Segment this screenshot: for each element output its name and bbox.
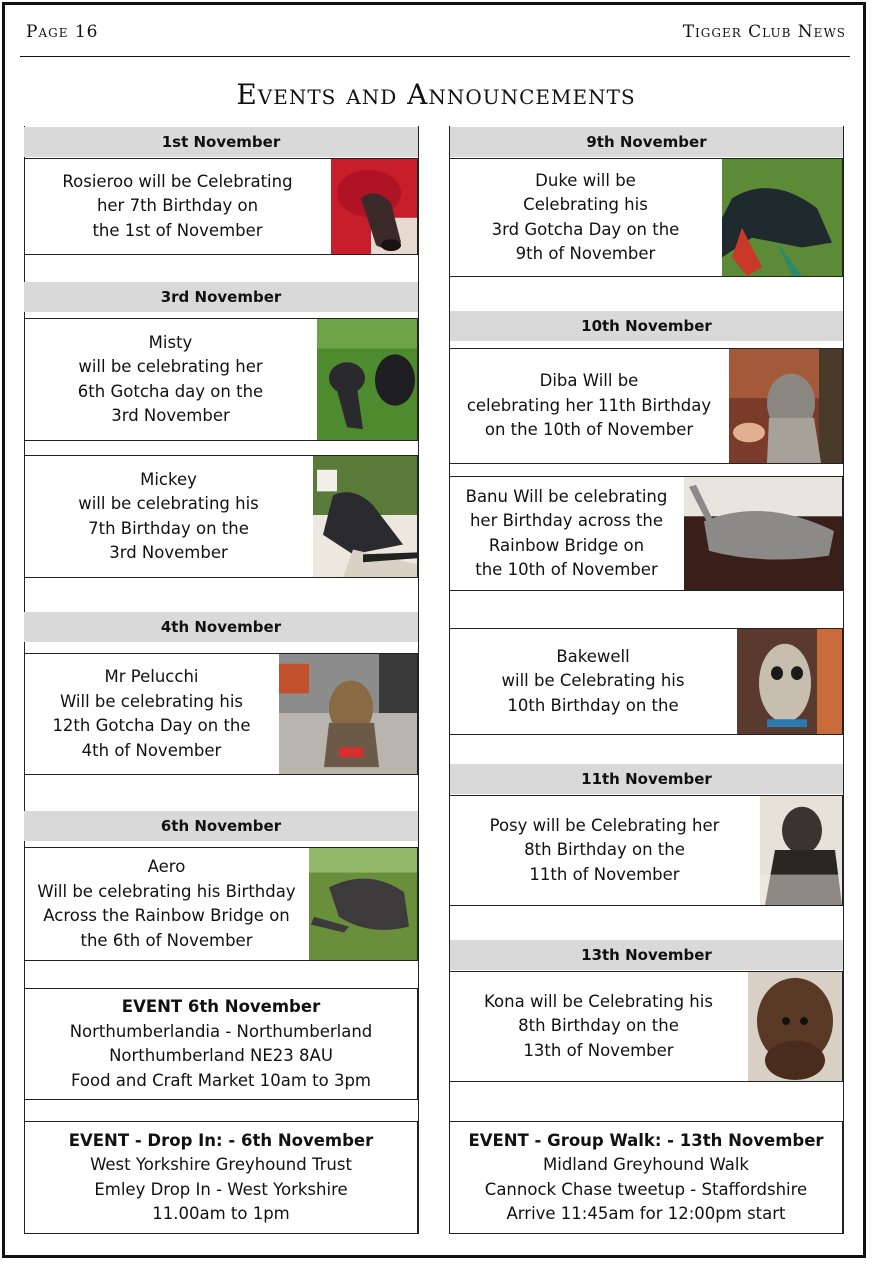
- announcement-text: Aero Will be celebrating his Birthday Across the Rainbow Bridge on the 6th of November: [37, 857, 296, 950]
- date-header-13th-november: 13th November: [450, 940, 843, 970]
- event-text: EVENT - Drop In: - 6th November West Yorkshire Greyhound Trust Emley Drop In - West Yorkshire 11.00am to 1pm: [25, 1122, 417, 1233]
- announcement-mickey: [24, 455, 418, 578]
- announcement-text: Misty will be celebrating her 6th Gotcha day on the 3rd November: [77, 332, 264, 425]
- event-northumberlandia: [24, 988, 418, 1100]
- announcement-duke: [449, 158, 843, 277]
- bakewell-dog-photo: [737, 629, 842, 734]
- date-header-1st-november: 1st November: [24, 127, 418, 157]
- announcement-posy: [449, 795, 843, 906]
- date-header-3rd-november: 3rd November: [24, 282, 418, 312]
- announcement-text: Rosieroo will be Celebrating her 7th Birthday on the 1st of November: [62, 171, 293, 240]
- event-group-walk: [449, 1121, 843, 1234]
- announcement-kona: [449, 971, 843, 1082]
- announcement-text: Bakewell will be Celebrating his 10th Birthday on the: [501, 646, 685, 715]
- event-heading: EVENT 6th November: [121, 997, 321, 1016]
- header-divider: [20, 56, 850, 57]
- rosieroo-dog-photo: [331, 159, 417, 254]
- announcement-misty: [24, 318, 418, 441]
- announcement-aero: [24, 847, 418, 961]
- announcement-rosieroo: [24, 158, 418, 255]
- announcement-text: Banu Will be celebrating her Birthday across the Rainbow Bridge on the 10th of November: [465, 486, 668, 579]
- announcement-text: Mickey will be celebrating his 7th Birthday on the 3rd November: [78, 469, 259, 562]
- announcement-banu: [449, 476, 843, 591]
- page-title: Events and Announcements: [236, 78, 636, 111]
- diba-dog-photo: [729, 349, 842, 463]
- page-number: Page 16: [26, 22, 99, 42]
- announcement-text: Duke will be Celebrating his 3rd Gotcha Day on the 9th of November: [491, 170, 680, 263]
- mickey-dog-photo: [313, 456, 417, 577]
- event-text: EVENT 6th November Northumberlandia - Northumberland Northumberland NE23 8AU Food and Craft Market 10am to 3pm: [25, 989, 417, 1099]
- duke-dog-photo: [722, 159, 842, 276]
- right-column-edge-right: [843, 126, 844, 1234]
- mr-pelucchi-dog-photo: [279, 654, 417, 774]
- event-drop-in: [24, 1121, 418, 1234]
- announcement-text: Kona will be Celebrating his 8th Birthday on the 13th of November: [484, 991, 713, 1060]
- date-header-4th-november: 4th November: [24, 612, 418, 642]
- event-text: EVENT - Group Walk: - 13th November Midland Greyhound Walk Cannock Chase tweetup - Staffordshire Arrive 11:45am for 12:00pm start: [450, 1122, 842, 1233]
- date-header-6th-november: 6th November: [24, 811, 418, 841]
- announcement-text: Diba Will be celebrating her 11th Birthday on the 10th of November: [466, 371, 712, 440]
- announcement-bakewell: [449, 628, 843, 735]
- misty-dog-photo: [317, 319, 417, 440]
- date-header-10th-november: 10th November: [450, 311, 843, 341]
- left-column-edge-right: [418, 126, 419, 1234]
- posy-dog-photo: [760, 796, 842, 905]
- event-heading: EVENT - Group Walk: - 13th November: [468, 1130, 824, 1150]
- announcement-text: Mr Pelucchi Will be celebrating his 12th Gotcha Day on the 4th of November: [52, 667, 251, 760]
- date-header-11th-november: 11th November: [450, 764, 843, 794]
- announcement-text: Posy will be Celebrating her 8th Birthday on the 11th of November: [489, 815, 720, 884]
- aero-dog-photo: [309, 848, 417, 960]
- kona-dog-photo: [748, 972, 842, 1081]
- newsletter-title: Tigger Club News: [682, 22, 846, 42]
- date-header-9th-november: 9th November: [450, 127, 843, 157]
- event-heading: EVENT - Drop In: - 6th November: [68, 1130, 374, 1150]
- announcement-diba: [449, 348, 843, 464]
- banu-dog-photo: [684, 477, 842, 590]
- announcement-mr-pelucchi: [24, 653, 418, 775]
